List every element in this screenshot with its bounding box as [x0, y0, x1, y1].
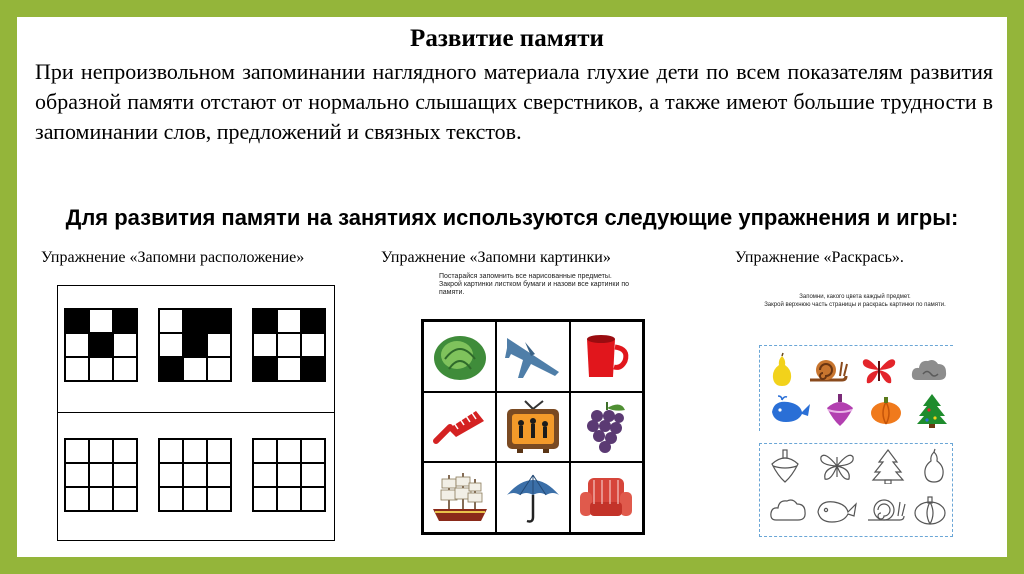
slide-title: Развитие памяти — [410, 25, 604, 52]
grid-cell — [159, 439, 183, 463]
instruction-line: Закрой картинки листком бумаги и назови все картинки по памяти. — [439, 281, 629, 296]
caption-layout-exercise: Упражнение «Запомни расположение» — [41, 249, 305, 266]
grid-cell — [253, 333, 277, 357]
caption-pictures-exercise: Упражнение «Запомни картинки» — [381, 249, 611, 266]
ship-icon — [423, 462, 496, 533]
empty-grid — [252, 438, 326, 512]
grid-cell — [301, 487, 325, 511]
coloring-instruction — [757, 293, 953, 309]
umbrella-icon — [496, 462, 569, 533]
grid-cell — [89, 309, 113, 333]
mug-icon — [570, 321, 643, 392]
grid-cell — [89, 463, 113, 487]
spinning-top-icon — [768, 448, 802, 484]
snail-icon — [806, 354, 848, 386]
empty-grid — [158, 438, 232, 512]
grid-cell — [207, 439, 231, 463]
pattern-grid — [64, 308, 138, 382]
grid-cell — [65, 487, 89, 511]
filled-cell — [207, 309, 231, 333]
grid-cell — [253, 487, 277, 511]
grid-cell — [277, 463, 301, 487]
grid-cell — [65, 333, 89, 357]
filled-cell — [183, 309, 207, 333]
grid-cell — [183, 439, 207, 463]
pattern-grid — [158, 308, 232, 382]
spinning-top-icon — [823, 392, 857, 428]
grid-cell — [207, 333, 231, 357]
grid-cell — [159, 333, 183, 357]
filled-cell — [65, 309, 89, 333]
pictures-grid — [421, 319, 645, 535]
grid-cell — [301, 439, 325, 463]
grid-cell — [277, 439, 301, 463]
slide — [17, 17, 1007, 557]
pumpkin-icon — [868, 394, 904, 426]
grid-cell — [113, 333, 137, 357]
grid-cell — [277, 333, 301, 357]
filled-cell — [159, 357, 183, 381]
grid-cell — [65, 439, 89, 463]
grid-cell — [207, 357, 231, 381]
grid-cell — [183, 487, 207, 511]
grid-cell — [301, 333, 325, 357]
pear-icon — [920, 448, 948, 484]
grid-cell — [159, 463, 183, 487]
pumpkin-icon — [912, 494, 948, 526]
pear-icon — [768, 352, 796, 388]
christmas-tree-icon — [915, 392, 949, 428]
airplane-icon — [496, 321, 569, 392]
grid-cell — [113, 463, 137, 487]
cloud-icon — [909, 354, 949, 386]
grid-cell — [113, 357, 137, 381]
grid-cell — [207, 463, 231, 487]
filled-cell — [253, 309, 277, 333]
instruction-line: Запомни, какого цвета каждый предмет. — [799, 294, 911, 300]
grid-cell — [277, 357, 301, 381]
whale-icon — [768, 394, 812, 426]
outline-pictures-panel — [759, 443, 953, 537]
grid-cell — [301, 463, 325, 487]
cabbage-icon — [423, 321, 496, 392]
filled-cell — [113, 309, 137, 333]
grid-cell — [89, 439, 113, 463]
grid-cell — [183, 357, 207, 381]
slide-paragraph: При непроизвольном запоминании наглядного материала глухие дети по всем показателям развития образной памяти отстают от нормально слышащих сверстников, а также имеют большие трудности в запоминании слов, предложений и связных текстов. — [35, 59, 993, 144]
pictures-exercise-sheet — [421, 273, 645, 535]
coloring-exercise-sheet — [757, 293, 953, 537]
christmas-tree-icon — [871, 448, 905, 484]
armchair-icon — [570, 462, 643, 533]
grid-cell — [159, 309, 183, 333]
filled-cell — [301, 357, 325, 381]
cloud-icon — [768, 494, 808, 526]
grid-cell — [253, 439, 277, 463]
television-icon — [496, 392, 569, 463]
layout-exercise-sheet — [57, 285, 335, 541]
snail-icon — [864, 494, 906, 526]
filled-cell — [301, 309, 325, 333]
caption-coloring-exercise: Упражнение «Раскрась». — [735, 249, 904, 266]
comb-icon — [423, 392, 496, 463]
grid-cell — [159, 487, 183, 511]
filled-cell — [89, 333, 113, 357]
grid-cell — [277, 309, 301, 333]
grid-cell — [183, 463, 207, 487]
grid-cell — [253, 463, 277, 487]
colored-pictures-panel — [759, 345, 953, 431]
pattern-grid — [252, 308, 326, 382]
whale-icon — [814, 494, 858, 526]
grapes-icon — [570, 392, 643, 463]
butterfly-icon — [817, 449, 857, 483]
slide-subtitle: Для развития памяти на занятиях используются следующие упражнения и игры: — [65, 205, 959, 230]
grid-cell — [65, 357, 89, 381]
pictures-instruction — [421, 273, 645, 317]
sheet-divider — [58, 412, 334, 413]
instruction-line: Постарайся запомнить все нарисованные предметы. — [439, 273, 612, 280]
grid-cell — [113, 487, 137, 511]
grid-cell — [207, 487, 231, 511]
grid-cell — [113, 439, 137, 463]
grid-cell — [65, 463, 89, 487]
empty-grid — [64, 438, 138, 512]
filled-cell — [183, 333, 207, 357]
instruction-line: Закрой верхнюю часть страницы и раскрась картинки по памяти. — [764, 302, 946, 308]
filled-cell — [253, 357, 277, 381]
grid-cell — [89, 357, 113, 381]
grid-cell — [89, 487, 113, 511]
grid-cell — [277, 487, 301, 511]
butterfly-icon — [859, 353, 899, 387]
